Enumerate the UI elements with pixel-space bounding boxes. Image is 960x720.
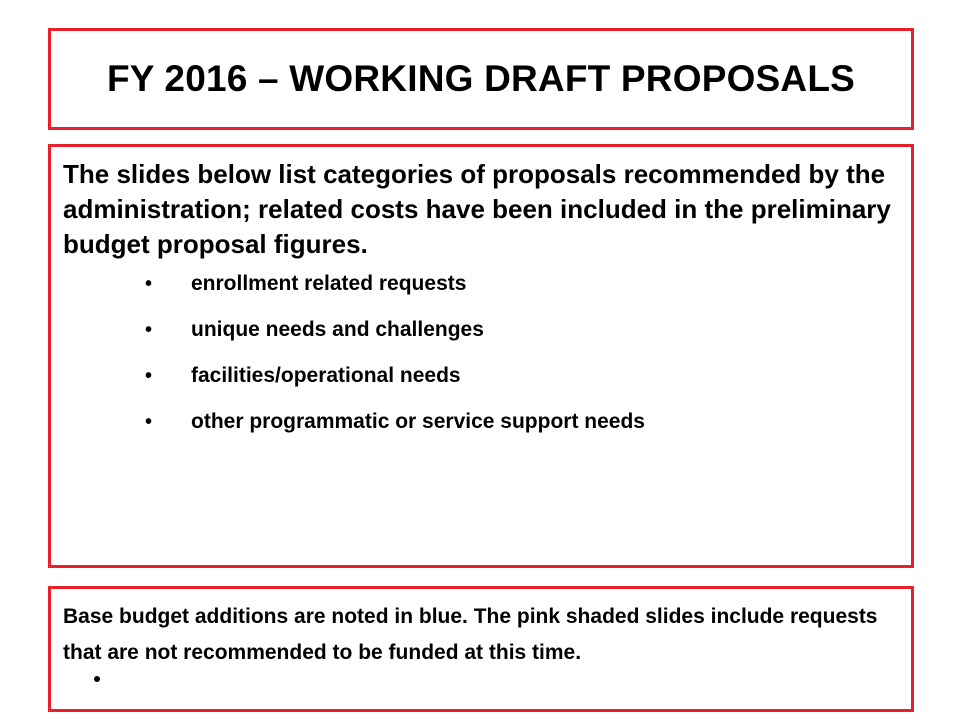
list-item-label: unique needs and challenges (191, 318, 484, 341)
note-box (48, 586, 914, 712)
slide-title: FY 2016 – WORKING DRAFT PROPOSALS (106, 58, 856, 99)
bullet-icon: • (145, 411, 153, 433)
bullet-icon: • (145, 319, 153, 341)
body-box (48, 144, 914, 568)
title-box (48, 28, 914, 130)
intro-paragraph: The slides below list categories of proposals recommended by the administration; related costs have been included in the preliminary budget proposal figures. (63, 159, 891, 259)
note-paragraph: Base budget additions are noted in blue. The pink shaded slides include requests that are not recommended to be funded at this time. (63, 605, 878, 664)
category-list (63, 272, 897, 434)
list-item (63, 364, 897, 388)
list-item-label: enrollment related requests (191, 272, 467, 295)
list-item (63, 318, 897, 342)
list-item (63, 410, 897, 434)
bullet-icon: • (145, 273, 153, 295)
bullet-icon: • (145, 365, 153, 387)
list-item (63, 272, 897, 296)
stray-bullet-icon (94, 676, 100, 682)
list-item-label: other programmatic or service support needs (191, 410, 645, 433)
list-item-label: facilities/operational needs (191, 364, 461, 387)
